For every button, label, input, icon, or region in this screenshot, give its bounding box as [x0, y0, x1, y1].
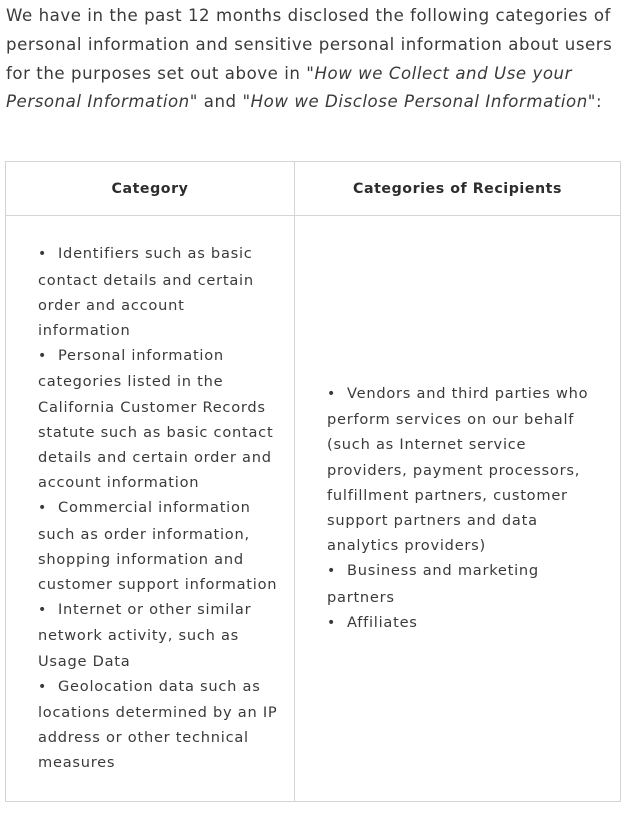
bullet-icon: • [327, 385, 337, 402]
list-item-text: Geolocation data such as locations determined by an IP address or other technical measures [38, 677, 278, 772]
bullet-icon: • [327, 563, 337, 580]
list-item-text: Internet or other similar network activity, such as Usage Data [38, 601, 252, 670]
bullet-icon: • [327, 614, 337, 631]
intro-paragraph [6, 2, 618, 117]
list-item-text: Commercial information such as order information, shopping information and customer support information [38, 499, 278, 593]
list-item-text: Vendors and third parties who perform services on our behalf (such as Internet service providers, payment processors, fulfillment partners, customer support partners and data analytics providers) [327, 384, 589, 555]
list-item [38, 597, 282, 674]
column-header-recipients: Categories of Recipients [295, 162, 621, 216]
list-item-text: Affiliates [347, 613, 418, 631]
list-item [38, 241, 282, 343]
category-list [38, 241, 282, 775]
bullet-icon: • [38, 246, 48, 263]
list-item [327, 558, 608, 609]
intro-reference-collect-use: "How we Collect and Use your Personal Information" [6, 63, 572, 112]
list-item [38, 674, 282, 776]
list-item [327, 610, 608, 636]
intro-text-after: : [595, 92, 603, 112]
table-row [6, 216, 621, 802]
disclosure-table [5, 161, 621, 802]
column-header-category: Category [6, 162, 295, 216]
bullet-icon: • [38, 678, 48, 695]
list-item-text: Personal information categories listed in the California Customer Records statute such as basic contact details and certain order and account information [38, 347, 274, 492]
table-header-row [6, 162, 621, 216]
list-item-text: Identifiers such as basic contact details and certain order and account information [38, 245, 254, 339]
intro-text-before: We have in the past 12 months disclosed the following categories of personal information and sensitive personal information about users for the purposes set out above in [6, 6, 613, 83]
bullet-icon: • [38, 602, 48, 619]
list-item [38, 343, 282, 495]
intro-reference-disclose: "How we Disclose Personal Information" [242, 92, 596, 112]
list-item-text: Business and marketing partners [327, 562, 539, 606]
category-cell [6, 216, 295, 802]
recipients-cell [295, 216, 621, 802]
list-item [327, 381, 608, 558]
recipients-list [327, 381, 608, 636]
intro-text-middle: and [197, 92, 243, 112]
bullet-icon: • [38, 500, 48, 517]
list-item [38, 495, 282, 597]
bullet-icon: • [38, 348, 48, 365]
